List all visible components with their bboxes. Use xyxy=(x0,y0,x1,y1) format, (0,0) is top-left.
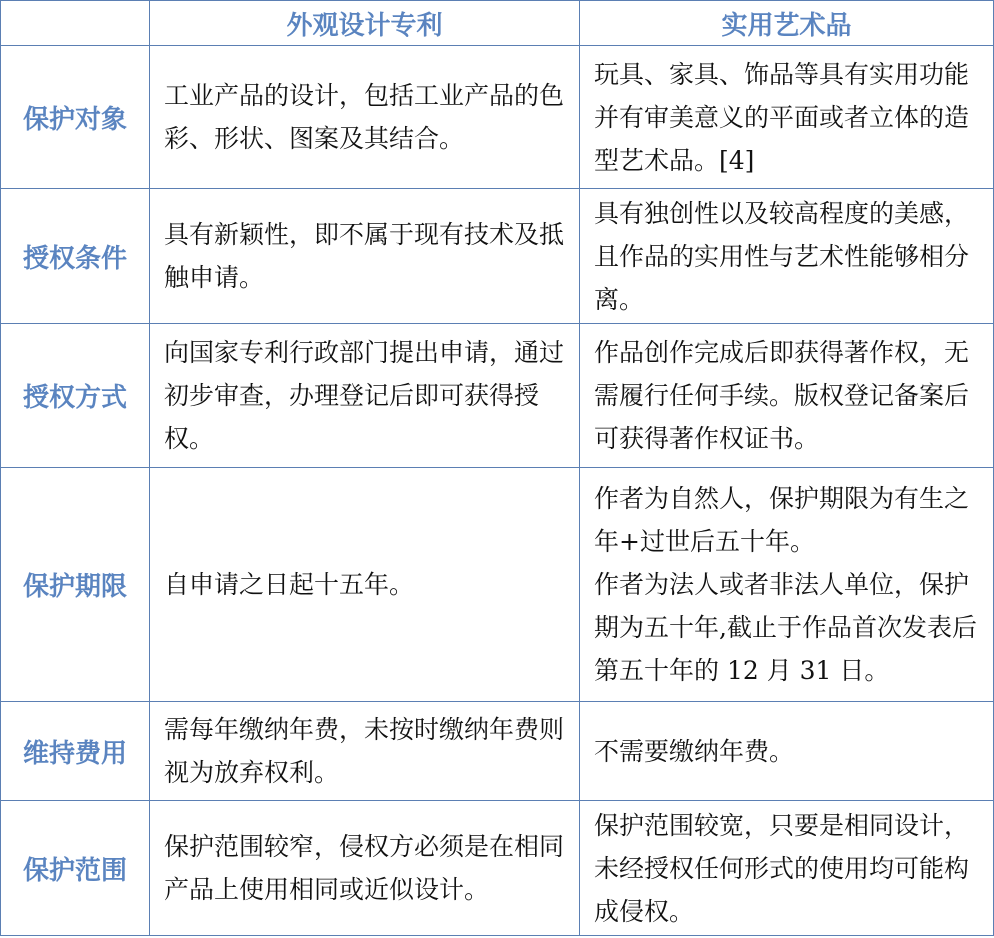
applied-art-paragraph: 作者为自然人，保护期限为有生之年+过世后五十年。 xyxy=(594,484,970,556)
design-patent-cell: 自申请之日起十五年。 xyxy=(150,468,580,702)
applied-art-paragraph: 具有独创性以及较高程度的美感，且作品的实用性与艺术性能够相分离。 xyxy=(594,198,970,314)
row-label-grant-conditions: 授权条件 xyxy=(1,189,150,324)
row-label-grant-method: 授权方式 xyxy=(1,324,150,468)
applied-art-paragraph: 作品创作完成后即获得著作权，无需履行任何手续。版权登记备案后可获得著作权证书。 xyxy=(594,338,970,453)
design-patent-cell: 保护范围较窄，侵权方必须是在相同产品上使用相同或近似设计。 xyxy=(150,801,580,936)
table-row xyxy=(1,324,994,468)
applied-art-cell xyxy=(580,324,994,468)
row-label-protection-object: 保护对象 xyxy=(1,46,150,189)
table-row xyxy=(1,189,994,324)
table-row xyxy=(1,801,994,936)
applied-art-paragraph: 不需要缴纳年费。 xyxy=(594,736,795,766)
applied-art-paragraph: 保护范围较宽，只要是相同设计，未经授权任何形式的使用均可能构成侵权。 xyxy=(594,810,970,926)
applied-art-cell xyxy=(580,46,994,189)
applied-art-cell xyxy=(580,468,994,702)
row-label-maintenance-fee: 维持费用 xyxy=(1,702,150,801)
header-design-patent: 外观设计专利 xyxy=(150,1,580,46)
header-applied-art: 实用艺术品 xyxy=(580,1,994,46)
applied-art-cell xyxy=(580,702,994,801)
table-row xyxy=(1,468,994,702)
corner-cell xyxy=(1,1,150,46)
applied-art-paragraph: 作者为法人或者非法人单位，保护期为五十年,截止于作品首次发表后第五十年的 12 月 31 日。 xyxy=(594,570,977,685)
applied-art-paragraph: 玩具、家具、饰品等具有实用功能并有审美意义的平面或者立体的造型艺术品。[4] xyxy=(594,59,970,175)
applied-art-cell xyxy=(580,189,994,324)
header-row xyxy=(1,1,994,46)
table-row xyxy=(1,46,994,189)
design-patent-cell: 需每年缴纳年费，未按时缴纳年费则视为放弃权利。 xyxy=(150,702,580,801)
design-patent-cell: 工业产品的设计，包括工业产品的色彩、形状、图案及其结合。 xyxy=(150,46,580,189)
row-label-protection-scope: 保护范围 xyxy=(1,801,150,936)
row-label-protection-term: 保护期限 xyxy=(1,468,150,702)
table-row xyxy=(1,702,994,801)
design-patent-cell: 具有新颖性，即不属于现有技术及抵触申请。 xyxy=(150,189,580,324)
design-patent-cell: 向国家专利行政部门提出申请，通过初步审查，办理登记后即可获得授权。 xyxy=(150,324,580,468)
applied-art-cell xyxy=(580,801,994,936)
